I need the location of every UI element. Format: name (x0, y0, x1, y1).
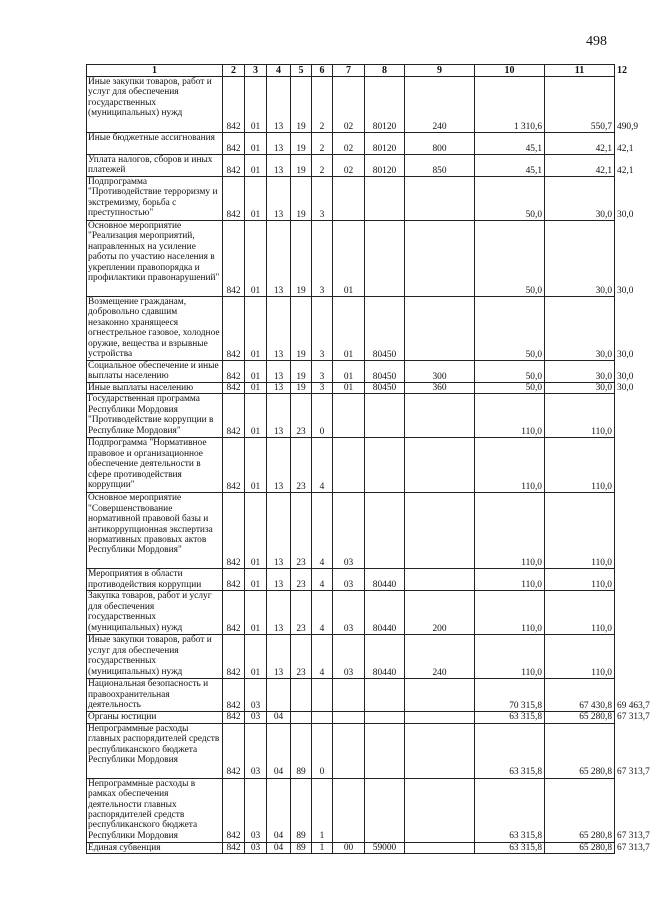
row-name: Социальное обеспечение и иные выплаты населению (87, 361, 223, 383)
cell-col-10: 50,0 (475, 177, 545, 221)
cell-col-5: 89 (291, 778, 312, 842)
row-name: Основное мероприятие "Реализация мероприятий, направленных на усиление работы по участию населения в укреплении правопорядка и профилактики правонарушений" (87, 221, 223, 297)
cell-col-11: 42,1 (545, 155, 615, 177)
row-name: Подпрограмма "Противодействие терроризму и экстремизму, борьба с преступностью" (87, 177, 223, 221)
table-row (87, 569, 615, 591)
cell-col-9: 850 (405, 155, 475, 177)
cell-col-7: 03 (333, 493, 365, 569)
cell-col-11: 67 430,8 (545, 679, 615, 712)
cell-col-5: 23 (291, 635, 312, 679)
table-row: Возмещение гражданам, добровольно сдавшим незаконно хранящееся огнестрельное газовое, холодное оружие, вещества и взрывные устройства 842 01 13 19 3 01 80450 50,0 30,0 30,0 (88, 297, 634, 360)
cell-col-9 (405, 569, 475, 591)
cell-col-5: 19 (291, 361, 312, 383)
cell-col-3: 01 (245, 394, 267, 438)
cell-col-5: 19 (291, 297, 312, 361)
cell-col-2: 842 (223, 221, 245, 297)
cell-col-4: 13 (267, 591, 291, 635)
cell-col-8: 80450 (365, 383, 405, 394)
cell-col-10: 45,1 (475, 133, 545, 155)
row-name: Иные выплаты населению (87, 383, 223, 394)
cell-col-11: 110,0 (545, 394, 615, 438)
cell-col-6: 0 (312, 394, 333, 438)
row-name: Непрограммные расходы главных распорядителей средств республиканского бюджета Республики Мордовия (87, 723, 223, 778)
cell-col-4: 13 (267, 77, 291, 133)
table-row (87, 438, 615, 493)
cell-col-10: 50,0 (475, 297, 545, 361)
cell-col-2: 842 (223, 842, 245, 853)
cell-col-4: 13 (267, 133, 291, 155)
cell-col-3: 01 (245, 635, 267, 679)
cell-col-9 (405, 394, 475, 438)
cell-col-10: 70 315,8 (475, 679, 545, 712)
cell-col-11: 110,0 (545, 591, 615, 635)
cell-col-7: 00 (333, 842, 365, 853)
cell-col-2: 842 (223, 591, 245, 635)
cell-col-11: 110,0 (545, 493, 615, 569)
cell-col-8 (365, 679, 405, 712)
table-row: Подпрограмма "Противодействие терроризму и экстремизму, борьба с преступностью" 842 01 13 19 3 50,0 30,0 30,0 (88, 177, 634, 220)
cell-col-5: 89 (291, 842, 312, 853)
cell-col-3: 01 (245, 155, 267, 177)
cell-col-6: 3 (312, 383, 333, 394)
cell-col-8 (365, 394, 405, 438)
table-row: Иные выплаты населению 842 01 13 19 3 01 80450 360 50,0 30,0 30,0 (88, 383, 634, 393)
column-header: 11 (545, 65, 615, 77)
cell-col-9 (405, 438, 475, 493)
header-row: 1 2 3 4 5 6 7 8 9 10 11 12 (87, 65, 615, 77)
column-header: 9 (405, 65, 475, 77)
row-name: Государственная программа Республики Мордовия "Противодействие коррупции в Республике Мордовия" (87, 394, 223, 438)
cell-col-2: 842 (223, 133, 245, 155)
cell-col-5: 23 (291, 591, 312, 635)
row-name: Иные бюджетные ассигнования (87, 133, 223, 155)
cell-col-6: 4 (312, 438, 333, 493)
cell-col-4: 13 (267, 155, 291, 177)
cell-col-7: 01 (333, 297, 365, 361)
cell-col-10: 50,0 (475, 361, 545, 383)
cell-col-7 (333, 723, 365, 778)
cell-col-7: 02 (333, 155, 365, 177)
cell-col-6: 2 (312, 133, 333, 155)
cell-col-4: 04 (267, 723, 291, 778)
row-name: Основное мероприятие "Совершенствование нормативной правовой базы и антикоррупционная экспертиза нормативных правовых актов Республики Мордовия" (87, 493, 223, 569)
table-row: Основное мероприятие "Реализация мероприятий, направленных на усиление работы по участию населения в укреплении правопорядка и профилактики правонарушений" 842 01 13 19 3 01 50,0 30,0 30,0 (88, 221, 634, 296)
cell-col-3: 03 (245, 778, 267, 842)
row-name: Мероприятия в области противодействия коррупции (87, 569, 223, 591)
cell-col-7 (333, 394, 365, 438)
cell-col-2: 842 (223, 361, 245, 383)
cell-col-3: 01 (245, 493, 267, 569)
cell-col-3: 01 (245, 438, 267, 493)
table-row: Иные закупки товаров, работ и услуг для обеспечения государственных (муниципальных) нужд 842 01 13 19 2 02 80120 240 1 310,6 550,7 490,9 (88, 77, 639, 132)
cell-col-8: 80450 (365, 297, 405, 361)
cell-col-7: 02 (333, 133, 365, 155)
cell-col-4: 13 (267, 221, 291, 297)
cell-col-11: 65 280,8 (545, 778, 615, 842)
cell-col-9 (405, 221, 475, 297)
cell-col-10: 110,0 (475, 493, 545, 569)
cell-col-7 (333, 679, 365, 712)
cell-col-11: 110,0 (545, 635, 615, 679)
table-row (87, 591, 615, 635)
cell-col-7 (333, 778, 365, 842)
cell-col-5: 19 (291, 77, 312, 133)
cell-col-4: 13 (267, 394, 291, 438)
cell-col-11: 65 280,8 (545, 842, 615, 853)
cell-col-11: 110,0 (545, 569, 615, 591)
cell-col-10: 110,0 (475, 635, 545, 679)
column-header: 8 (365, 65, 405, 77)
column-header: 7 (333, 65, 365, 77)
cell-col-10: 1 310,6 (475, 77, 545, 133)
cell-col-3: 01 (245, 77, 267, 133)
cell-col-2: 842 (223, 493, 245, 569)
cell-col-8 (365, 177, 405, 221)
row-name: Органы юстиции (87, 712, 223, 723)
cell-col-5: 19 (291, 155, 312, 177)
cell-col-7: 03 (333, 635, 365, 679)
cell-col-9: 200 (405, 591, 475, 635)
cell-col-10: 45,1 (475, 155, 545, 177)
cell-col-8: 59000 (365, 842, 405, 853)
cell-col-4: 13 (267, 635, 291, 679)
cell-col-8 (365, 712, 405, 723)
cell-col-11: 110,0 (545, 438, 615, 493)
table-body (87, 77, 650, 854)
cell-col-2: 842 (223, 712, 245, 723)
cell-col-7: 01 (333, 383, 365, 394)
cell-col-6: 2 (312, 77, 333, 133)
cell-col-5: 19 (291, 383, 312, 394)
cell-col-4: 13 (267, 493, 291, 569)
cell-col-2: 842 (223, 569, 245, 591)
cell-col-10: 110,0 (475, 438, 545, 493)
cell-col-8 (365, 221, 405, 297)
cell-col-11: 30,0 (545, 383, 615, 394)
cell-col-4: 04 (267, 712, 291, 723)
cell-col-6: 3 (312, 221, 333, 297)
cell-col-7: 03 (333, 569, 365, 591)
cell-col-3: 01 (245, 133, 267, 155)
cell-col-10: 110,0 (475, 569, 545, 591)
cell-col-5: 89 (291, 723, 312, 778)
cell-col-6: 3 (312, 177, 333, 221)
cell-col-3: 03 (245, 842, 267, 853)
cell-col-7: 03 (333, 591, 365, 635)
cell-col-8: 80120 (365, 77, 405, 133)
table-row: Непрограммные расходы в рамках обеспечения деятельности главных распорядителей средств республиканского бюджета Республики Мордовия 842 03 04 89 1 63 315,8 65 280,8 67 313,7 (88, 778, 650, 842)
cell-col-7 (333, 712, 365, 723)
cell-col-8: 80440 (365, 635, 405, 679)
cell-col-2: 842 (223, 679, 245, 712)
cell-col-2: 842 (223, 155, 245, 177)
cell-col-8 (365, 723, 405, 778)
cell-col-6: 1 (312, 842, 333, 853)
cell-col-11: 65 280,8 (545, 723, 615, 778)
cell-col-10: 50,0 (475, 221, 545, 297)
column-header: 5 (291, 65, 312, 77)
cell-col-6: 4 (312, 591, 333, 635)
cell-col-5: 23 (291, 438, 312, 493)
cell-col-7 (333, 438, 365, 493)
cell-col-9: 240 (405, 77, 475, 133)
cell-col-7 (333, 177, 365, 221)
cell-col-5: 19 (291, 133, 312, 155)
cell-col-7: 01 (333, 361, 365, 383)
cell-col-2: 842 (223, 438, 245, 493)
cell-col-5: 23 (291, 493, 312, 569)
cell-col-11: 30,0 (545, 297, 615, 361)
cell-col-9 (405, 493, 475, 569)
cell-col-4: 13 (267, 177, 291, 221)
cell-col-5: 19 (291, 177, 312, 221)
cell-col-10: 63 315,8 (475, 712, 545, 723)
cell-col-5: 19 (291, 221, 312, 297)
cell-col-2: 842 (223, 778, 245, 842)
table-row: Уплата налогов, сборов и иных платежей 842 01 13 19 2 02 80120 850 45,1 42,1 42,1 (88, 155, 634, 176)
row-name: Иные закупки товаров, работ и услуг для обеспечения государственных (муниципальных) нужд (87, 635, 223, 679)
cell-col-3: 01 (245, 591, 267, 635)
cell-col-8: 80440 (365, 569, 405, 591)
cell-col-9 (405, 712, 475, 723)
cell-col-8 (365, 778, 405, 842)
cell-col-4: 13 (267, 569, 291, 591)
cell-col-2: 842 (223, 383, 245, 394)
table-row: Иные бюджетные ассигнования 842 01 13 19 2 02 80120 800 45,1 42,1 42,1 (88, 133, 634, 154)
cell-col-8 (365, 438, 405, 493)
cell-col-3: 01 (245, 361, 267, 383)
cell-col-6: 4 (312, 569, 333, 591)
cell-col-4: 13 (267, 361, 291, 383)
cell-col-3: 01 (245, 297, 267, 361)
cell-col-9 (405, 842, 475, 853)
row-name: Подпрограмма "Нормативное правовое и организационное обеспечение деятельности в сфере противодействия коррупции" (87, 438, 223, 493)
row-name: Национальная безопасность и правоохранительная деятельность (87, 679, 223, 712)
cell-col-7: 01 (333, 221, 365, 297)
column-header: 10 (475, 65, 545, 77)
cell-col-5 (291, 679, 312, 712)
cell-col-11: 30,0 (545, 221, 615, 297)
cell-col-11: 42,1 (545, 133, 615, 155)
column-header: 6 (312, 65, 333, 77)
column-header: 2 (223, 65, 245, 77)
cell-col-6: 2 (312, 155, 333, 177)
cell-col-4 (267, 679, 291, 712)
cell-col-8: 80120 (365, 133, 405, 155)
cell-col-2: 842 (223, 177, 245, 221)
cell-col-11: 65 280,8 (545, 712, 615, 723)
cell-col-9 (405, 297, 475, 361)
cell-col-8: 80120 (365, 155, 405, 177)
cell-col-6: 3 (312, 361, 333, 383)
cell-col-11: 550,7 (545, 77, 615, 133)
cell-col-8 (365, 493, 405, 569)
cell-col-10: 63 315,8 (475, 723, 545, 778)
cell-col-6 (312, 679, 333, 712)
column-header: 4 (267, 65, 291, 77)
cell-col-6: 4 (312, 635, 333, 679)
cell-col-3: 01 (245, 569, 267, 591)
budget-table (86, 64, 650, 854)
cell-col-11: 30,0 (545, 361, 615, 383)
table-row: Национальная безопасность и правоохранительная деятельность 842 03 70 315,8 67 430,8 69 463,7 (88, 679, 650, 711)
table-row: Непрограммные расходы главных распорядителей средств республиканского бюджета Республики Мордовия 842 03 04 89 0 63 315,8 65 280,8 67 313,7 (88, 723, 650, 778)
row-name: Уплата налогов, сборов и иных платежей (87, 155, 223, 177)
cell-col-10: 110,0 (475, 394, 545, 438)
cell-col-9: 360 (405, 383, 475, 394)
cell-col-5: 23 (291, 569, 312, 591)
cell-col-5: 23 (291, 394, 312, 438)
column-header: 1 (87, 65, 223, 77)
cell-col-3: 03 (245, 679, 267, 712)
cell-col-7: 02 (333, 77, 365, 133)
cell-col-4: 13 (267, 297, 291, 361)
table-row: Органы юстиции 842 03 04 63 315,8 65 280,8 67 313,7 (88, 712, 650, 723)
page-number: 498 (586, 34, 607, 49)
cell-col-9: 800 (405, 133, 475, 155)
cell-col-5 (291, 712, 312, 723)
table-row: Единая субвенция 842 03 04 89 1 00 59000 63 315,8 65 280,8 67 313,7 (88, 842, 650, 853)
cell-col-6 (312, 712, 333, 723)
cell-col-3: 03 (245, 723, 267, 778)
table-row: Социальное обеспечение и иные выплаты населению 842 01 13 19 3 01 80450 300 50,0 30,0 30,0 (88, 361, 634, 382)
row-name: Единая субвенция (87, 842, 223, 853)
cell-col-9: 300 (405, 361, 475, 383)
cell-col-2: 842 (223, 635, 245, 679)
column-header: 3 (245, 65, 267, 77)
cell-col-8: 80450 (365, 361, 405, 383)
cell-col-9 (405, 723, 475, 778)
cell-col-2: 842 (223, 297, 245, 361)
cell-col-6: 4 (312, 493, 333, 569)
table-row (87, 635, 615, 679)
cell-col-10: 63 315,8 (475, 778, 545, 842)
cell-col-4: 13 (267, 438, 291, 493)
cell-col-2: 842 (223, 77, 245, 133)
cell-col-4: 13 (267, 383, 291, 394)
row-name: Иные закупки товаров, работ и услуг для обеспечения государственных (муниципальных) нужд (87, 77, 223, 133)
cell-col-9: 240 (405, 635, 475, 679)
cell-col-9 (405, 177, 475, 221)
row-name: Закупка товаров, работ и услуг для обеспечения государственных (муниципальных) нужд (87, 591, 223, 635)
cell-col-10: 63 315,8 (475, 842, 545, 853)
cell-col-3: 03 (245, 712, 267, 723)
cell-col-9 (405, 679, 475, 712)
cell-col-6: 1 (312, 778, 333, 842)
cell-col-3: 01 (245, 383, 267, 394)
cell-col-3: 01 (245, 221, 267, 297)
cell-col-2: 842 (223, 723, 245, 778)
cell-col-10: 50,0 (475, 383, 545, 394)
cell-col-3: 01 (245, 177, 267, 221)
cell-col-6: 0 (312, 723, 333, 778)
cell-col-11: 30,0 (545, 177, 615, 221)
row-name: Непрограммные расходы в рамках обеспечения деятельности главных распорядителей средств республиканского бюджета Республики Мордовия (87, 778, 223, 842)
cell-col-10: 110,0 (475, 591, 545, 635)
cell-col-4: 04 (267, 842, 291, 853)
table-row (87, 493, 615, 569)
table-row (87, 394, 615, 438)
cell-col-8: 80440 (365, 591, 405, 635)
cell-col-4: 04 (267, 778, 291, 842)
cell-col-6: 3 (312, 297, 333, 361)
row-name: Возмещение гражданам, добровольно сдавшим незаконно хранящееся огнестрельное газовое, холодное оружие, вещества и взрывные устройства (87, 297, 223, 361)
cell-col-9 (405, 778, 475, 842)
cell-col-2: 842 (223, 394, 245, 438)
